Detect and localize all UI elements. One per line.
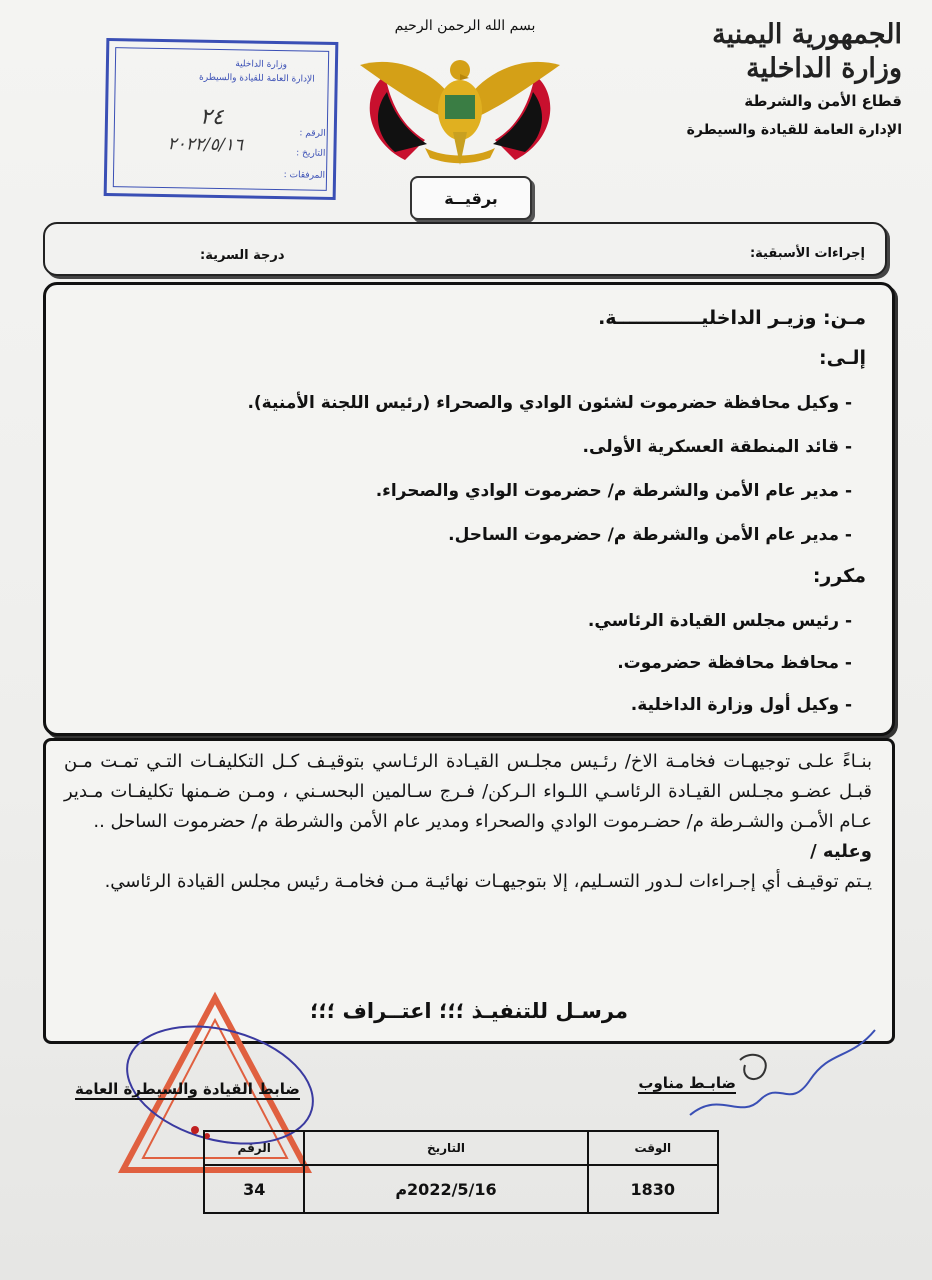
to-item: - مدير عام الأمن والشرطة م/ حضرموت الوادي والصحراء. (375, 481, 852, 501)
number-value: 34 (204, 1165, 304, 1213)
message-body (64, 747, 872, 897)
table-header-row (204, 1131, 718, 1165)
stamp-date-value: ٢٠٢٢/٥/١٦ (167, 134, 244, 156)
cc-item: - محافظ محافظة حضرموت. (617, 653, 852, 673)
stamp-directorate: الإدارة العامة للقيادة والسيطرة (199, 72, 315, 85)
stamp-ministry: وزارة الداخلية (235, 59, 288, 71)
ministry-title: وزارة الداخلية (746, 53, 902, 84)
procedures-box (43, 222, 887, 276)
number-header: الرقم (204, 1131, 304, 1165)
time-header: الوقت (588, 1131, 718, 1165)
directorate-title: الإدارة العامة للقيادة والسيطرة (686, 122, 902, 138)
document-type-tag: برقيــة (410, 176, 532, 220)
priority-procedures-label: إجراءات الأسبقية: (749, 246, 865, 261)
letterhead (642, 18, 902, 138)
to-label: إلـى: (819, 347, 866, 369)
date-value: 2022/5/16م (304, 1165, 587, 1213)
sector-title: قطاع الأمن والشرطة (744, 92, 902, 110)
cc-label: مكرر: (812, 565, 866, 587)
send-for-execution: مرسـل للتنفيـذ ؛؛؛ اعتــراف ؛؛؛ (310, 999, 628, 1023)
stamp-attachments-label: المرفقات : (283, 170, 326, 181)
to-item: - مدير عام الأمن والشرطة م/ حضرموت الساحل. (448, 525, 852, 545)
stamp-date-label: التاريخ : (296, 148, 326, 159)
to-item: - وكيل محافظة حضرموت لشئون الوادي والصحراء (رئيس اللجنة الأمنية). (247, 393, 852, 413)
from-value: وزيـر الداخليـــــــــــــة. (598, 307, 817, 329)
body-paragraph: بنـاءً علـى توجيهـات فخامـة الاخ/ رئـيس مجلـس القيـادة الرئـاسي بتوقيـف كـل التكليفـات التـي تمـت مـن قبـل عضـو مجـلس القيـادة الرئاسـي اللـواء الـركن/ فـرج سـالمين البحسـني ، ومـن ضـمنها تكليفـات مـدير عـام الأمـن والشـرطة م/ حضـرموت الوادي والصحراء ومدير عام الأمن والشرطة م/ حضرموت الساحل .. (64, 751, 872, 832)
reference-stamp (104, 38, 339, 200)
yemen-eagle-emblem-icon (355, 40, 565, 170)
republic-title: الجمهورية اليمنية (712, 19, 902, 50)
cc-item: - وكيل أول وزارة الداخلية. (630, 695, 852, 715)
from-line (598, 307, 866, 329)
from-label: مـن: (823, 307, 866, 329)
date-header: التاريخ (304, 1131, 587, 1165)
transmission-table (203, 1130, 719, 1214)
basmala: بسم الله الرحمن الرحيم (394, 18, 536, 34)
addresses-box (43, 282, 895, 736)
body-paragraph: يـتم توقيـف أي إجـراءات لـدور التسـليم، إلا بتوجيهـات نهائيـة مـن فخامـة رئيس مجلس القيادة الرئاسي. (104, 871, 872, 892)
table-row (204, 1165, 718, 1213)
handwritten-signature-icon (680, 1020, 880, 1130)
control-officer-signature: ضابط القيادة والسيطرة العامة (75, 1080, 300, 1098)
body-therefore: وعليه / (810, 841, 872, 862)
duty-officer-signature: ضابـط مناوب (638, 1074, 736, 1092)
cc-item: - رئيس مجلس القيادة الرئاسي. (587, 611, 852, 631)
time-value: 1830 (588, 1165, 718, 1213)
stamp-ref-label: الرقم : (299, 128, 326, 139)
secrecy-level-label: درجة السرية: (200, 248, 285, 263)
stamp-ref-value: ٢٤ (199, 104, 224, 131)
to-item: - قائد المنطقة العسكرية الأولى. (582, 437, 852, 457)
